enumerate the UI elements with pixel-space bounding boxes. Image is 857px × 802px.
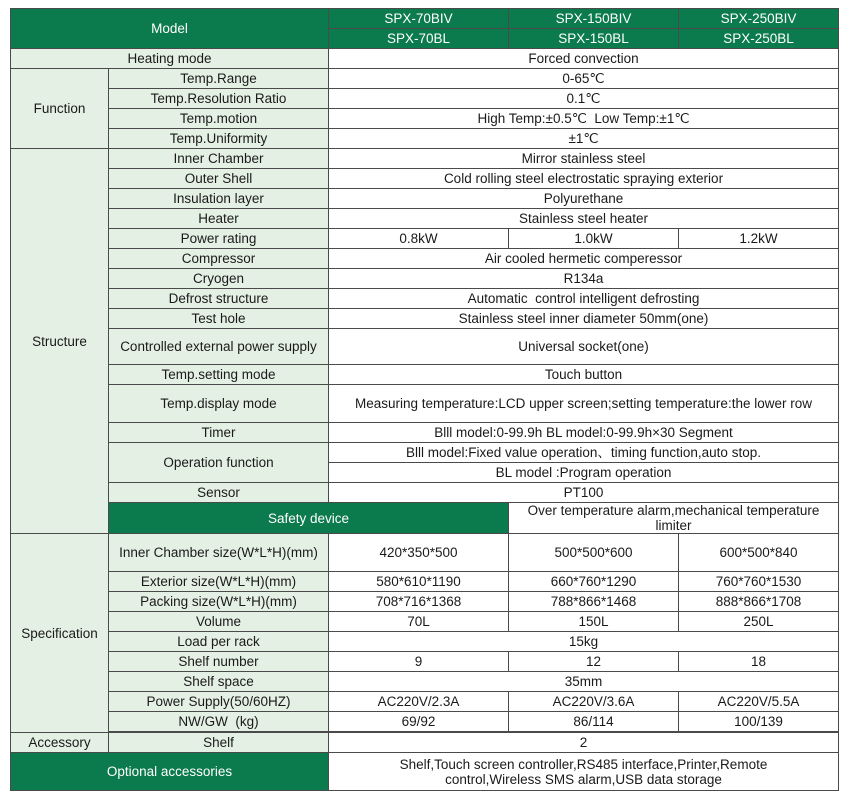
insulation-row bbox=[11, 189, 839, 209]
heating-mode-value: Forced convection bbox=[329, 49, 839, 69]
power-rating-value: 0.8kW bbox=[329, 229, 509, 249]
heater-row bbox=[11, 209, 839, 229]
inner-chamber-row bbox=[11, 149, 839, 169]
packing-size-row bbox=[11, 592, 839, 612]
timer-value: Blll model:0-99.9h BL model:0-99.9h×30 Segment bbox=[329, 423, 839, 443]
model-cell: SPX-150BIV bbox=[509, 9, 679, 29]
sensor-row bbox=[11, 483, 839, 503]
operation-value-bl: BL model :Program operation bbox=[329, 463, 839, 483]
shelf-label: Shelf bbox=[109, 733, 329, 753]
exterior-size-value: 580*610*1190 bbox=[329, 572, 509, 592]
exterior-size-label: Exterior size(W*L*H)(mm) bbox=[109, 572, 329, 592]
optional-accessories-label: Optional accessories bbox=[11, 753, 329, 791]
spec-table-container bbox=[10, 8, 839, 791]
ext-power-label: Controlled external power supply bbox=[109, 329, 329, 365]
sensor-label: Sensor bbox=[109, 483, 329, 503]
optional-accessories-row bbox=[11, 753, 839, 791]
shelf-number-row bbox=[11, 652, 839, 672]
shelf-space-label: Shelf space bbox=[109, 672, 329, 692]
structure-group-label: Structure bbox=[11, 149, 109, 534]
safety-device-row bbox=[11, 503, 839, 534]
power-rating-value: 1.0kW bbox=[509, 229, 679, 249]
heater-label: Heater bbox=[109, 209, 329, 229]
display-mode-label: Temp.display mode bbox=[109, 385, 329, 423]
shelf-number-value: 12 bbox=[509, 652, 679, 672]
operation-row-1 bbox=[11, 443, 839, 463]
cryogen-row bbox=[11, 269, 839, 289]
temp-resolution-value: 0.1℃ bbox=[329, 89, 839, 109]
accessory-row bbox=[11, 733, 839, 753]
inner-size-label: Inner Chamber size(W*L*H)(mm) bbox=[109, 534, 329, 572]
compressor-row bbox=[11, 249, 839, 269]
display-mode-row bbox=[11, 385, 839, 423]
temp-uniformity-row bbox=[11, 129, 839, 149]
heating-mode-row bbox=[11, 49, 839, 69]
nw-gw-value: 69/92 bbox=[329, 712, 509, 732]
inner-chamber-value: Mirror stainless steel bbox=[329, 149, 839, 169]
model-cell: SPX-150BL bbox=[509, 29, 679, 49]
defrost-label: Defrost structure bbox=[109, 289, 329, 309]
power-rating-label: Power rating bbox=[109, 229, 329, 249]
nw-gw-label: NW/GW (kg) bbox=[109, 712, 329, 732]
outer-shell-value: Cold rolling steel electrostatic spraying exterior bbox=[329, 169, 839, 189]
ext-power-value: Universal socket(one) bbox=[329, 329, 839, 365]
packing-size-value: 888*866*1708 bbox=[679, 592, 839, 612]
volume-value: 250L bbox=[679, 612, 839, 632]
exterior-size-value: 760*760*1530 bbox=[679, 572, 839, 592]
model-cell: SPX-70BL bbox=[329, 29, 509, 49]
specification-group-label: Specification bbox=[11, 534, 109, 733]
temp-uniformity-label: Temp.Uniformity bbox=[109, 129, 329, 149]
outer-shell-label: Outer Shell bbox=[109, 169, 329, 189]
test-hole-value: Stainless steel inner diameter 50mm(one) bbox=[329, 309, 839, 329]
spec-table bbox=[10, 8, 839, 791]
shelf-value: 2 bbox=[329, 733, 839, 753]
model-cell: SPX-70BIV bbox=[329, 9, 509, 29]
operation-value-bill: Blll model:Fixed value operation、timing function,auto stop. bbox=[329, 443, 839, 463]
outer-shell-row bbox=[11, 169, 839, 189]
nw-gw-row bbox=[11, 712, 839, 732]
cryogen-value: R134a bbox=[329, 269, 839, 289]
shelf-space-row bbox=[11, 672, 839, 692]
volume-value: 70L bbox=[329, 612, 509, 632]
power-supply-value: AC220V/3.6A bbox=[509, 692, 679, 712]
timer-row bbox=[11, 423, 839, 443]
function-group-label: Function bbox=[11, 69, 109, 149]
model-row-1 bbox=[11, 9, 839, 29]
load-per-rack-value: 15kg bbox=[329, 632, 839, 652]
temp-motion-value: High Temp:±0.5℃ Low Temp:±1℃ bbox=[329, 109, 839, 129]
shelf-number-label: Shelf number bbox=[109, 652, 329, 672]
safety-device-value: Over temperature alarm,mechanical temperature limiter bbox=[509, 503, 839, 534]
setting-mode-label: Temp.setting mode bbox=[109, 365, 329, 385]
defrost-row bbox=[11, 289, 839, 309]
heating-mode-label: Heating mode bbox=[11, 49, 329, 69]
packing-size-value: 788*866*1468 bbox=[509, 592, 679, 612]
nw-gw-value: 86/114 bbox=[509, 712, 679, 732]
accessory-group-label: Accessory bbox=[11, 733, 109, 753]
model-cell: SPX-250BIV bbox=[679, 9, 839, 29]
insulation-value: Polyurethane bbox=[329, 189, 839, 209]
insulation-label: Insulation layer bbox=[109, 189, 329, 209]
load-per-rack-label: Load per rack bbox=[109, 632, 329, 652]
packing-size-value: 708*716*1368 bbox=[329, 592, 509, 612]
temp-resolution-label: Temp.Resolution Ratio bbox=[109, 89, 329, 109]
shelf-space-value: 35mm bbox=[329, 672, 839, 692]
temp-uniformity-value: ±1℃ bbox=[329, 129, 839, 149]
packing-size-label: Packing size(W*L*H)(mm) bbox=[109, 592, 329, 612]
load-per-rack-row bbox=[11, 632, 839, 652]
shelf-number-value: 9 bbox=[329, 652, 509, 672]
ext-power-row bbox=[11, 329, 839, 365]
power-rating-value: 1.2kW bbox=[679, 229, 839, 249]
exterior-size-value: 660*760*1290 bbox=[509, 572, 679, 592]
power-supply-row bbox=[11, 692, 839, 712]
temp-range-value: 0-65℃ bbox=[329, 69, 839, 89]
display-mode-value: Measuring temperature:LCD upper screen;setting temperature:the lower row bbox=[329, 385, 839, 423]
compressor-value: Air cooled hermetic comperessor bbox=[329, 249, 839, 269]
setting-mode-value: Touch button bbox=[329, 365, 839, 385]
power-supply-value: AC220V/5.5A bbox=[679, 692, 839, 712]
inner-size-row bbox=[11, 534, 839, 572]
temp-motion-row bbox=[11, 109, 839, 129]
inner-size-value: 500*500*600 bbox=[509, 534, 679, 572]
volume-value: 150L bbox=[509, 612, 679, 632]
volume-row bbox=[11, 612, 839, 632]
volume-label: Volume bbox=[109, 612, 329, 632]
operation-label: Operation function bbox=[109, 443, 329, 483]
inner-size-value: 420*350*500 bbox=[329, 534, 509, 572]
test-hole-row bbox=[11, 309, 839, 329]
test-hole-label: Test hole bbox=[109, 309, 329, 329]
power-rating-row bbox=[11, 229, 839, 249]
timer-label: Timer bbox=[109, 423, 329, 443]
defrost-value: Automatic control intelligent defrosting bbox=[329, 289, 839, 309]
temp-resolution-row bbox=[11, 89, 839, 109]
shelf-number-value: 18 bbox=[679, 652, 839, 672]
inner-chamber-label: Inner Chamber bbox=[109, 149, 329, 169]
model-label: Model bbox=[11, 9, 329, 49]
safety-device-label: Safety device bbox=[109, 503, 509, 534]
compressor-label: Compressor bbox=[109, 249, 329, 269]
cryogen-label: Cryogen bbox=[109, 269, 329, 289]
optional-accessories-value: Shelf,Touch screen controller,RS485 interface,Printer,Remote control,Wireless SMS alarm,USB data storage bbox=[329, 753, 839, 791]
temp-motion-label: Temp.motion bbox=[109, 109, 329, 129]
heater-value: Stainless steel heater bbox=[329, 209, 839, 229]
model-cell: SPX-250BL bbox=[679, 29, 839, 49]
power-supply-value: AC220V/2.3A bbox=[329, 692, 509, 712]
inner-size-value: 600*500*840 bbox=[679, 534, 839, 572]
setting-mode-row bbox=[11, 365, 839, 385]
temp-range-label: Temp.Range bbox=[109, 69, 329, 89]
temp-range-row bbox=[11, 69, 839, 89]
power-supply-label: Power Supply(50/60HZ) bbox=[109, 692, 329, 712]
exterior-size-row bbox=[11, 572, 839, 592]
sensor-value: PT100 bbox=[329, 483, 839, 503]
nw-gw-value: 100/139 bbox=[679, 712, 839, 732]
